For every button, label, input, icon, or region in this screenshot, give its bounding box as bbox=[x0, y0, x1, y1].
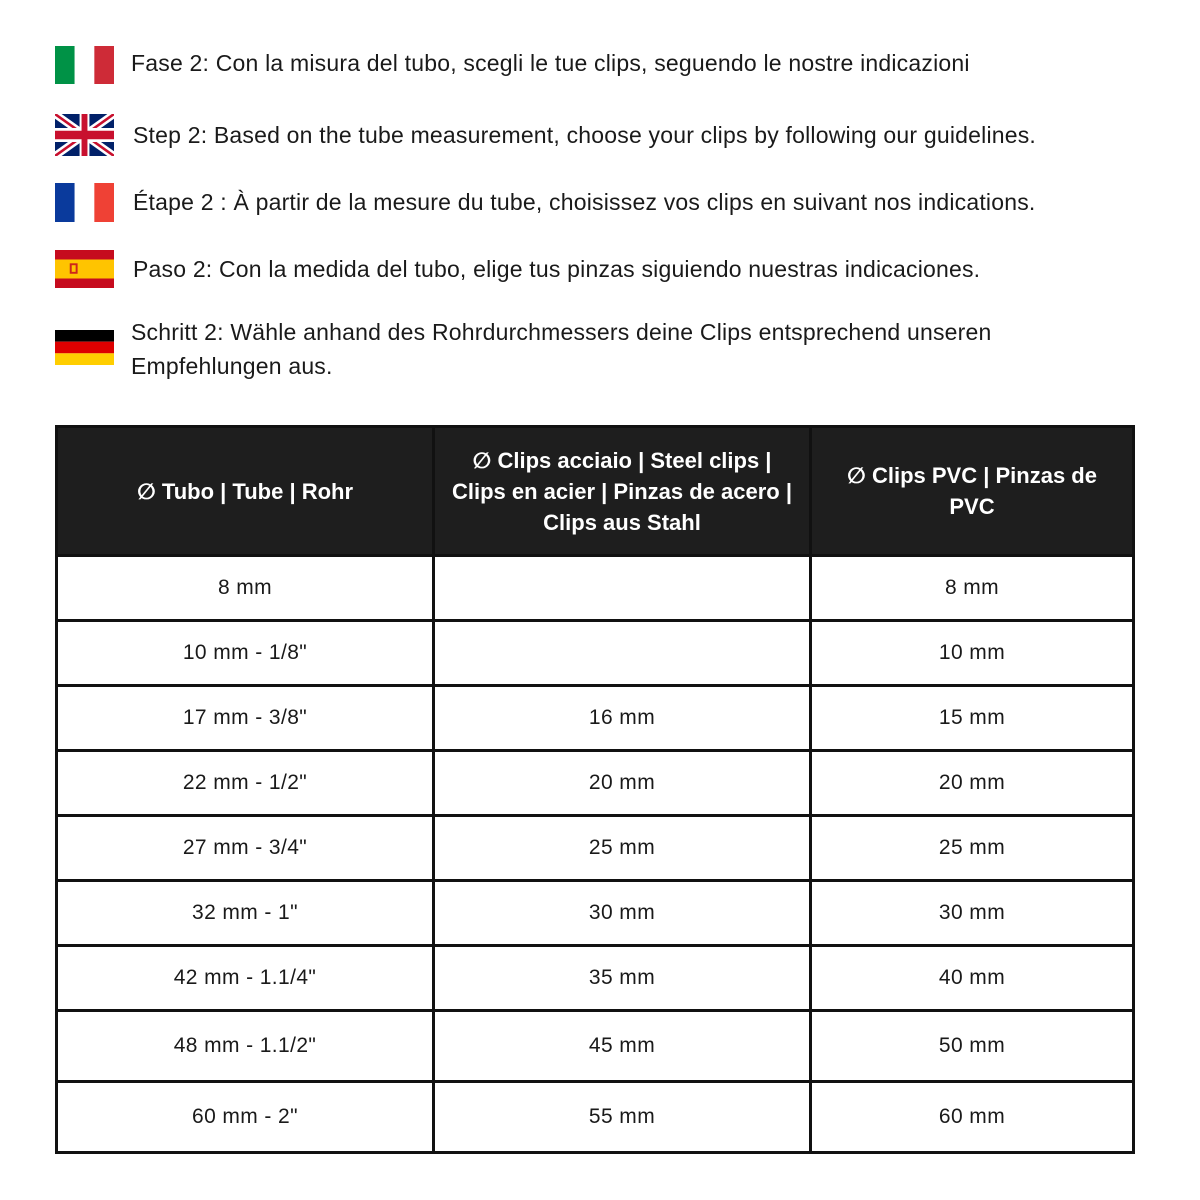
table-header-row bbox=[57, 427, 1134, 556]
cell-pvc: 10 mm bbox=[811, 621, 1134, 686]
clip-size-table bbox=[55, 425, 1135, 1154]
header-tube-diameter: ∅ Tubo | Tube | Rohr bbox=[57, 427, 434, 556]
instruction-text: Schritt 2: Wähle anhand des Rohrdurchmessers deine Clips entsprechend unseren Empfehlungen aus. bbox=[131, 319, 992, 379]
cell-steel: 55 mm bbox=[434, 1082, 811, 1153]
cell-tube: 42 mm - 1.1/4" bbox=[57, 946, 434, 1011]
italy-flag-icon bbox=[55, 46, 114, 84]
cell-pvc: 8 mm bbox=[811, 556, 1134, 621]
spain-flag-icon bbox=[55, 250, 114, 288]
cell-tube: 17 mm - 3/8" bbox=[57, 686, 434, 751]
cell-pvc: 30 mm bbox=[811, 881, 1134, 946]
cell-tube: 10 mm - 1/8" bbox=[57, 621, 434, 686]
table-row bbox=[57, 946, 1134, 1011]
germany-flag-icon bbox=[55, 330, 114, 365]
header-pvc-clips: ∅ Clips PVC | Pinzas de PVC bbox=[811, 427, 1134, 556]
instruction-text: Paso 2: Con la medida del tubo, elige tus pinzas siguiendo nuestras indicaciones. bbox=[133, 256, 981, 282]
table-row bbox=[57, 881, 1134, 946]
table-row bbox=[57, 556, 1134, 621]
cell-pvc: 50 mm bbox=[811, 1011, 1134, 1082]
cell-steel: 16 mm bbox=[434, 686, 811, 751]
table-row bbox=[57, 621, 1134, 686]
instruction-text: Étape 2 : À partir de la mesure du tube, choisissez vos clips en suivant nos indications. bbox=[133, 189, 1036, 215]
cell-pvc: 40 mm bbox=[811, 946, 1134, 1011]
cell-steel: 45 mm bbox=[434, 1011, 811, 1082]
cell-steel: 30 mm bbox=[434, 881, 811, 946]
cell-tube: 8 mm bbox=[57, 556, 434, 621]
cell-pvc: 15 mm bbox=[811, 686, 1134, 751]
cell-tube: 60 mm - 2" bbox=[57, 1082, 434, 1153]
uk-flag-icon bbox=[55, 114, 114, 156]
table-row bbox=[57, 816, 1134, 881]
cell-steel: 35 mm bbox=[434, 946, 811, 1011]
cell-pvc: 60 mm bbox=[811, 1082, 1134, 1153]
cell-steel bbox=[434, 621, 811, 686]
cell-pvc: 20 mm bbox=[811, 751, 1134, 816]
cell-tube: 32 mm - 1" bbox=[57, 881, 434, 946]
table-row bbox=[57, 686, 1134, 751]
table-row bbox=[57, 1011, 1134, 1082]
cell-pvc: 25 mm bbox=[811, 816, 1134, 881]
cell-tube: 48 mm - 1.1/2" bbox=[57, 1011, 434, 1082]
cell-tube: 22 mm - 1/2" bbox=[57, 751, 434, 816]
cell-tube: 27 mm - 3/4" bbox=[57, 816, 434, 881]
france-flag-icon bbox=[55, 183, 114, 222]
table-row bbox=[57, 1082, 1134, 1153]
header-steel-clips: ∅ Clips acciaio | Steel clips | Clips en acier | Pinzas de acero | Clips aus Stahl bbox=[434, 427, 811, 556]
cell-steel: 25 mm bbox=[434, 816, 811, 881]
table-row bbox=[57, 751, 1134, 816]
instruction-text: Fase 2: Con la misura del tubo, scegli le tue clips, seguendo le nostre indicazioni bbox=[131, 50, 970, 76]
cell-steel bbox=[434, 556, 811, 621]
cell-steel: 20 mm bbox=[434, 751, 811, 816]
instruction-text: Step 2: Based on the tube measurement, choose your clips by following our guidelines. bbox=[133, 122, 1037, 148]
